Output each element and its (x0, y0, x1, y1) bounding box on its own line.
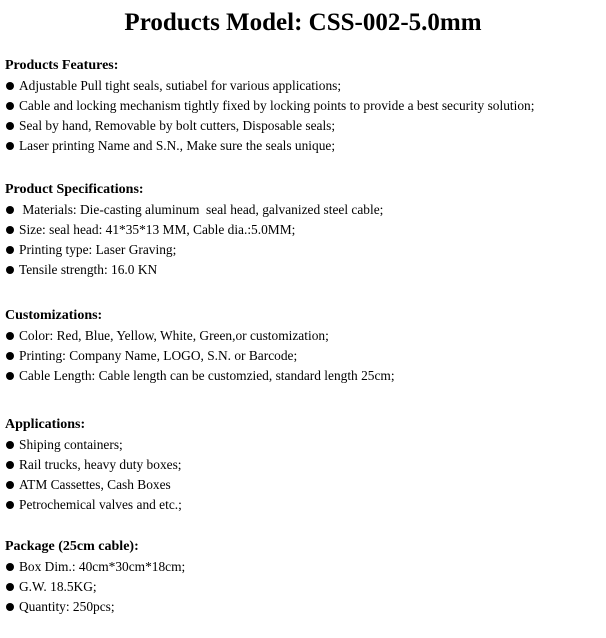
bullet-icon (6, 142, 14, 150)
feature-list (5, 76, 605, 156)
section-package (5, 537, 605, 617)
list-item-text: Adjustable Pull tight seals, sutiabel for various applications; (19, 78, 342, 93)
list-item (5, 577, 605, 597)
specification-list (5, 200, 605, 280)
list-item-text: Petrochemical valves and etc.; (19, 497, 182, 512)
list-item-text: Laser printing Name and S.N., Make sure the seals unique; (19, 138, 336, 153)
list-item (5, 136, 605, 156)
bullet-icon (6, 226, 14, 234)
list-item (5, 76, 605, 96)
section-applications (5, 415, 605, 515)
list-item-text: Rail trucks, heavy duty boxes; (19, 457, 182, 472)
section-heading: Package (25cm cable): (5, 539, 139, 554)
list-item (5, 455, 605, 475)
list-item-text: Size: seal head: 41*35*13 MM, Cable dia.:5.0MM; (19, 222, 296, 237)
list-item (5, 475, 605, 495)
list-item-text: Tensile strength: 16.0 KN (19, 262, 158, 277)
section-heading: Products Features: (5, 58, 119, 73)
bullet-icon (6, 563, 14, 571)
customization-list (5, 326, 605, 386)
list-item (5, 366, 605, 386)
section-heading: Customizations: (5, 308, 103, 323)
bullet-icon (6, 102, 14, 110)
list-item-text: Printing: Company Name, LOGO, S.N. or Barcode; (19, 348, 298, 363)
list-item (5, 557, 605, 577)
list-item (5, 260, 605, 280)
bullet-icon (6, 501, 14, 509)
list-item (5, 346, 605, 366)
list-item-text: G.W. 18.5KG; (19, 579, 97, 594)
list-item (5, 435, 605, 455)
list-item-text: Shiping containers; (19, 437, 123, 452)
bullet-icon (6, 461, 14, 469)
list-item (5, 116, 605, 136)
list-item-text: Seal by hand, Removable by bolt cutters, Disposable seals; (19, 118, 336, 133)
list-item (5, 326, 605, 346)
list-item-text: Color: Red, Blue, Yellow, White, Green,or customization; (19, 328, 329, 343)
application-list (5, 435, 605, 515)
list-item-text: Materials: Die-casting aluminum seal head, galvanized steel cable; (19, 202, 384, 217)
list-item (5, 240, 605, 260)
list-item (5, 597, 605, 617)
list-item-text: ATM Cassettes, Cash Boxes (19, 477, 171, 492)
bullet-icon (6, 372, 14, 380)
bullet-icon (6, 266, 14, 274)
section-heading: Product Specifications: (5, 182, 144, 197)
section-products-features (5, 56, 605, 156)
bullet-icon (6, 122, 14, 130)
list-item (5, 96, 605, 116)
bullet-icon (6, 481, 14, 489)
section-customizations (5, 306, 605, 386)
list-item-text: Quantity: 250pcs; (19, 599, 115, 614)
bullet-icon (6, 246, 14, 254)
list-item-text: Printing type: Laser Graving; (19, 242, 177, 257)
bullet-icon (6, 332, 14, 340)
list-item-text: Box Dim.: 40cm*30cm*18cm; (19, 559, 186, 574)
list-item-text: Cable Length: Cable length can be customzied, standard length 25cm; (19, 368, 395, 383)
section-heading: Applications: (5, 417, 86, 432)
section-product-specifications (5, 180, 605, 280)
list-item-text: Cable and locking mechanism tightly fixed by locking points to provide a best security solution; (19, 98, 535, 113)
bullet-icon (6, 206, 14, 214)
bullet-icon (6, 441, 14, 449)
list-item (5, 495, 605, 515)
bullet-icon (6, 603, 14, 611)
package-list (5, 557, 605, 617)
list-item (5, 200, 605, 220)
bullet-icon (6, 583, 14, 591)
bullet-icon (6, 82, 14, 90)
page-title: Products Model: CSS-002-5.0mm (124, 9, 482, 36)
bullet-icon (6, 352, 14, 360)
list-item (5, 220, 605, 240)
